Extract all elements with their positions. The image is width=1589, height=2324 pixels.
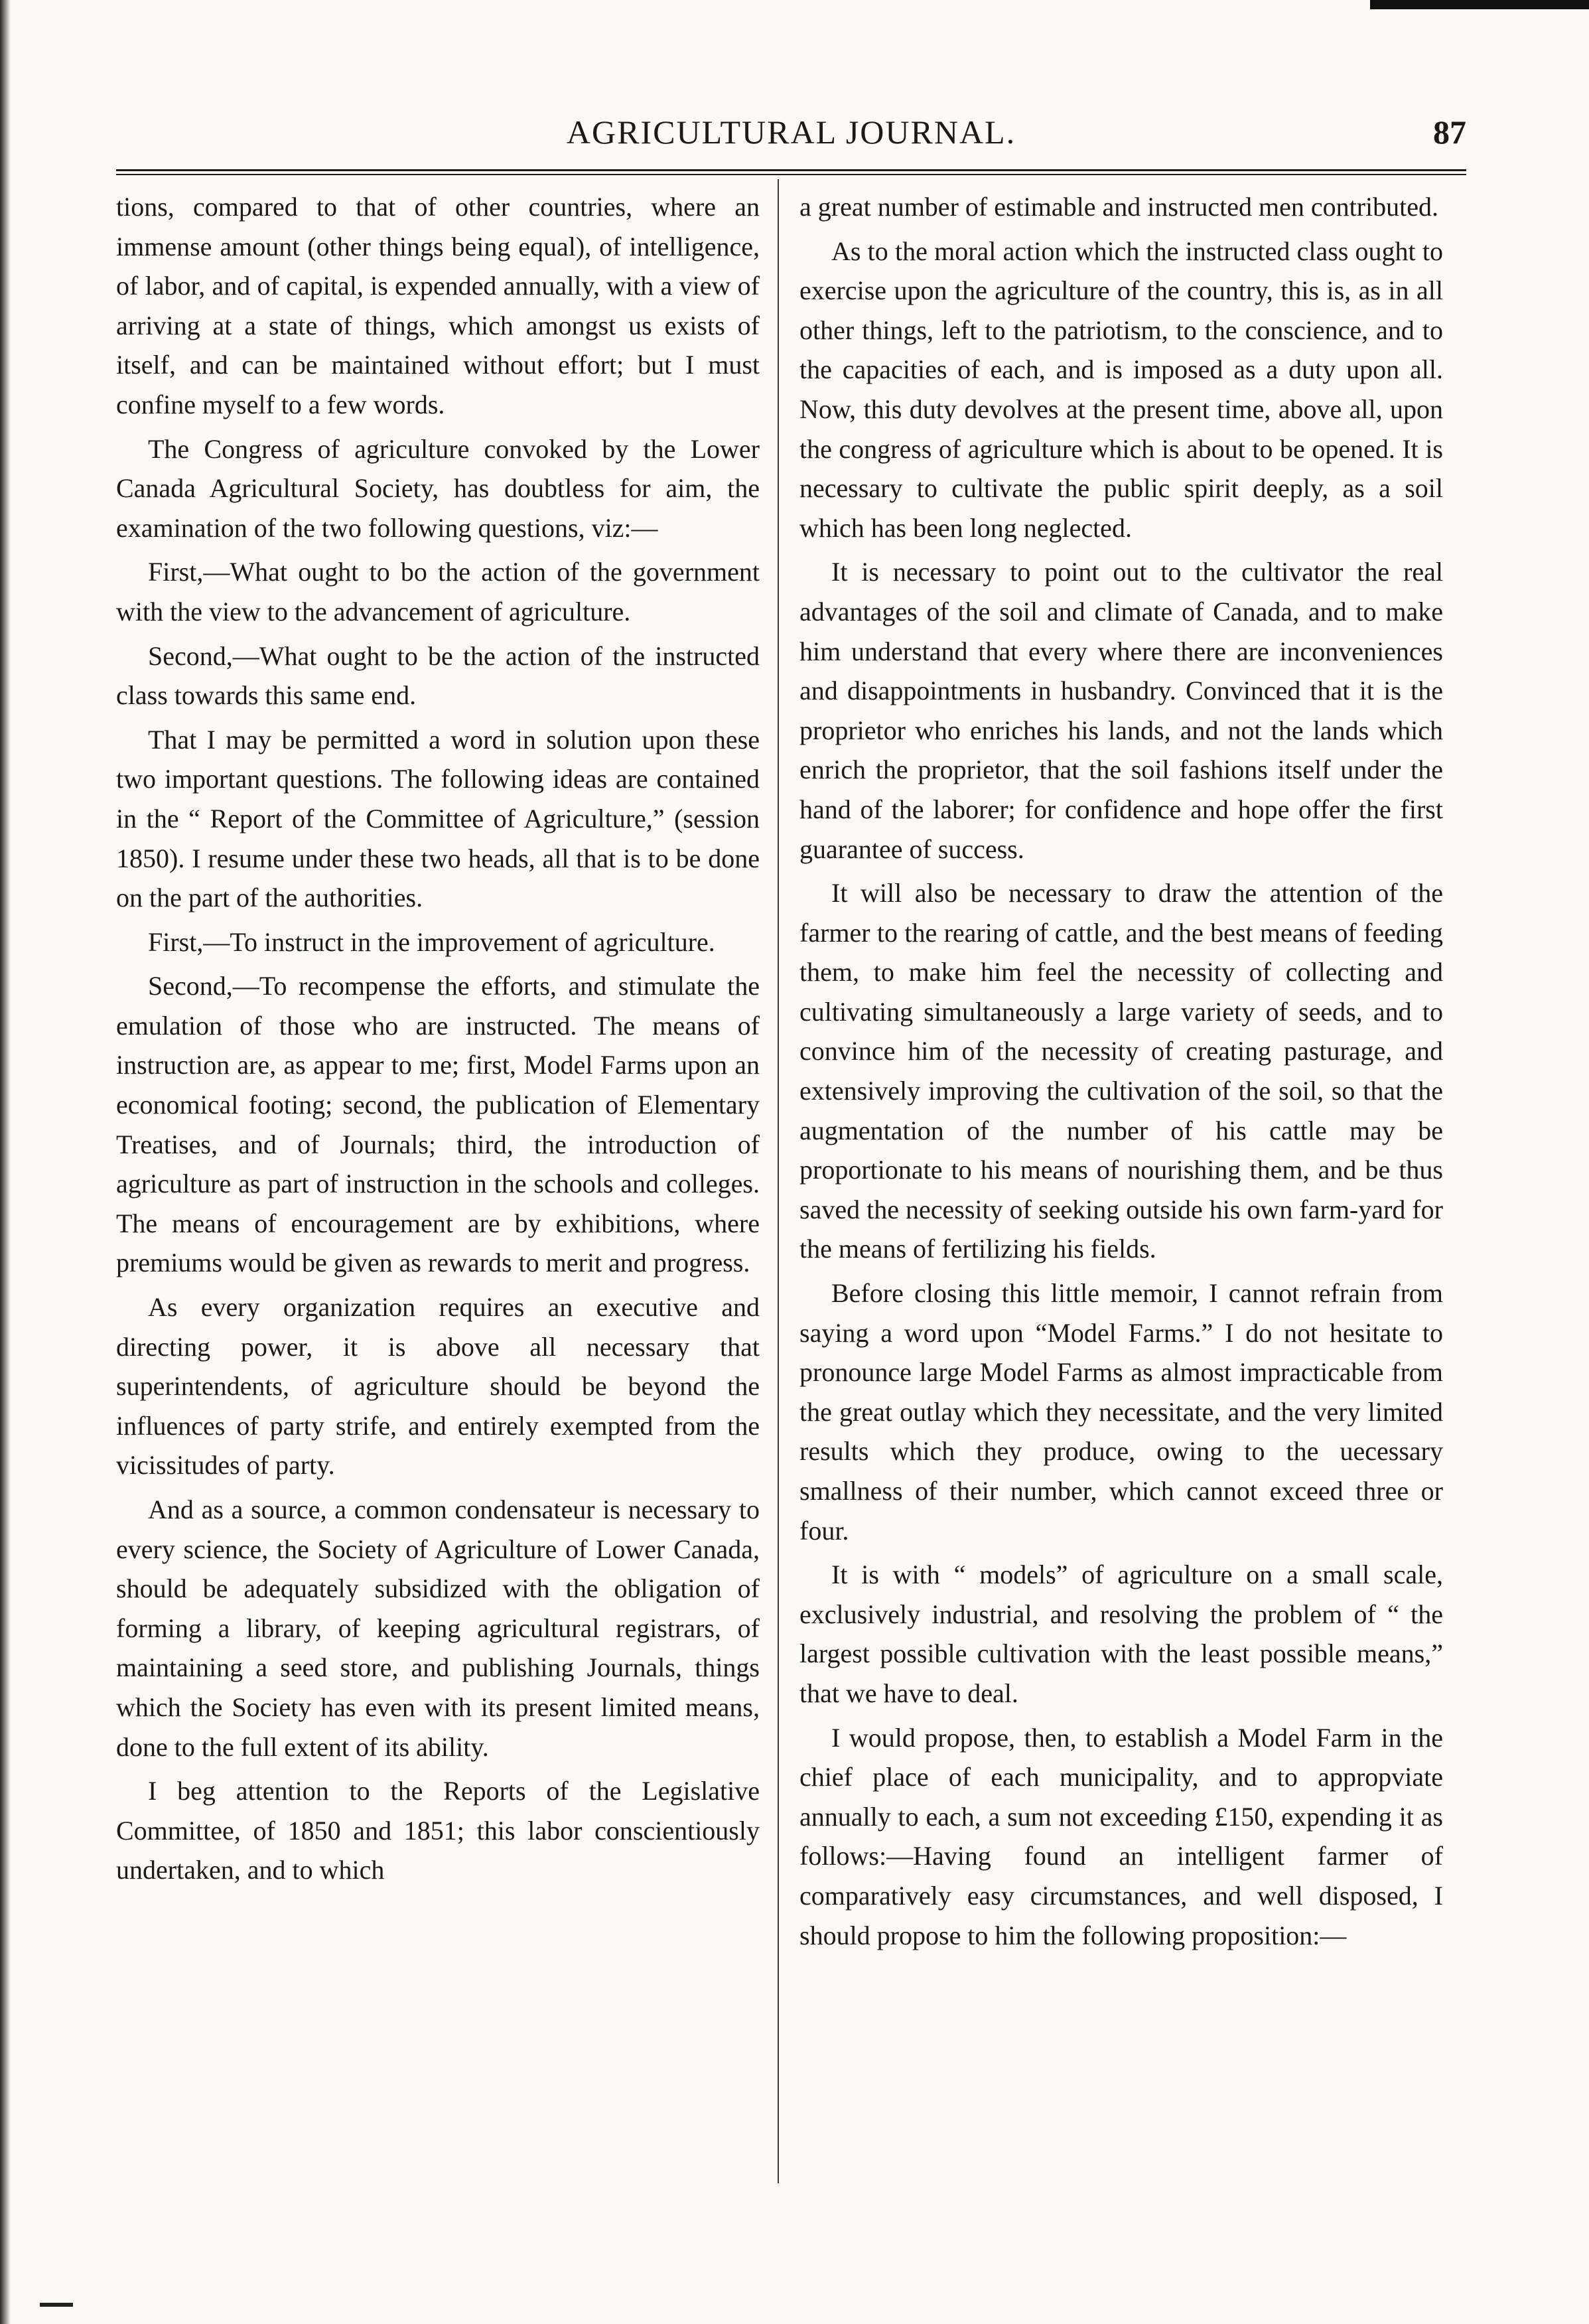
paragraph: It is necessary to point out to the cultivator the real advantages of the soil and climate of Canada, and to make him understand that every where there are inconveniences and disappointments in husbandry. Convinced that it is the proprietor who enriches his lands, and not the lands which enrich the proprietor, that the soil fashions itself under the hand of the laborer; for confidence and hope offer the first guarantee of success. — [799, 557, 1443, 864]
paragraph: I beg attention to the Reports of the Legislative Committee, of 1850 and 1851; this labor conscientiously undertaken, and to which — [116, 1776, 760, 1885]
scan-bottom-mark — [40, 2303, 73, 2307]
paragraph: First,—What ought to bo the action of the government with the view to the advancement of agriculture. — [116, 557, 760, 626]
paragraph: That I may be permitted a word in solution upon these two important questions. The following ideas are contained in the “ Report of the Committee of Agriculture,” (session 1850). I resume under these two heads, all that is to be done on the part of the authorities. — [116, 724, 760, 913]
page-header — [116, 106, 1466, 159]
paragraph: And as a source, a common condensateur is necessary to every science, the Society of Agriculture of Lower Canada, should be adequately subsidized with the obligation of forming a library, of keeping agricultural registrars, of maintaining a seed store, and publishing Journals, things which the Society has even with its present limited means, done to the full extent of its ability. — [116, 1494, 760, 1762]
binding-edge — [0, 0, 11, 2324]
paragraph: The Congress of agriculture convoked by the Lower Canada Agricultural Society, has doubtless for aim, the examination of the two following questions, viz:— — [116, 433, 760, 543]
running-title: AGRICULTURAL JOURNAL. — [566, 113, 1016, 151]
paragraph: It is with “ models” of agriculture on a small scale, exclusively industrial, and resolving the problem of “ the largest possible cultivation with the least possible means,” that we have to deal. — [799, 1560, 1443, 1708]
paragraph: First,—To instruct in the improvement of agriculture. — [148, 926, 715, 957]
paragraph: Second,—To recompense the efforts, and stimulate the emulation of those who are instructed. The means of instruction are, as appear to me; first, Model Farms upon an economical footing; second, the publication of Elementary Treatises, and of Journals; third, the introduction of agriculture as part of instruction in the schools and colleges. The means of encouragement are by exhibitions, where premiums would be given as rewards to merit and progress. — [116, 971, 760, 1278]
paragraph: It will also be necessary to draw the attention of the farmer to the rearing of cattle, and the best means of feeding them, to make him feel the necessity of collecting and cultivating simultaneously a large variety of seeds, and to convince him of the necessity of creating pasturage, and extensively improving the cultivation of the soil, so that the augmentation of the number of his cattle may be proportionate to his means of nourishing them, and be thus saved the necessity of seeking outside his own farm-yard for the means of fertilizing his fields. — [799, 878, 1443, 1264]
scan-corner-mark — [1370, 0, 1589, 9]
paragraph: tions, compared to that of other countries, where an immense amount (other things being equal), of intelligence, of labor, and of capital, is expended annually, with a view of arriving at a state of things, which amongst us exists of itself, and can be maintained without effort; but I must confine myself to a few words. — [116, 192, 760, 419]
paragraph: a great number of estimable and instructed men contributed. — [799, 192, 1439, 222]
paragraph: As to the moral action which the instructed class ought to exercise upon the agriculture of the country, this is, as in all other things, left to the patriotism, to the conscience, and to the capacities of each, and is imposed as a duty upon all. Now, this duty devolves at the present time, above all, upon the congress of agriculture which is about to be opened. It is necessary to cultivate the public spirit deeply, as a soil which has been long neglected. — [799, 236, 1443, 543]
page-number: 87 — [1433, 113, 1466, 151]
paragraph: I would propose, then, to establish a Model Farm in the chief place of each municipality, and to appropviate annually to each, a sum not exceeding £150, expending it as follows:—Having found an intelligent farmer of comparatively easy circumstances, and well disposed, I should propose to him the following proposition:— — [799, 1722, 1443, 1950]
left-column — [116, 187, 760, 1895]
header-rule — [116, 169, 1466, 175]
right-column — [799, 187, 1443, 1960]
column-divider — [778, 179, 779, 2183]
paragraph: As every organization requires an executive and directing power, it is above all necessary that superintendents, of agriculture should be beyond the influences of party strife, and entirely exempted from the vicissitudes of party. — [116, 1292, 760, 1481]
paragraph: Before closing this little memoir, I cannot refrain from saying a word upon “Model Farms.” I do not hesitate to pronounce large Model Farms as almost impracticable from the great outlay which they necessitate, and the very limited results which they produce, owing to the uecessary smallness of their number, which cannot exceed three or four. — [799, 1278, 1443, 1546]
paragraph: Second,—What ought to be the action of the instructed class towards this same end. — [116, 640, 760, 711]
